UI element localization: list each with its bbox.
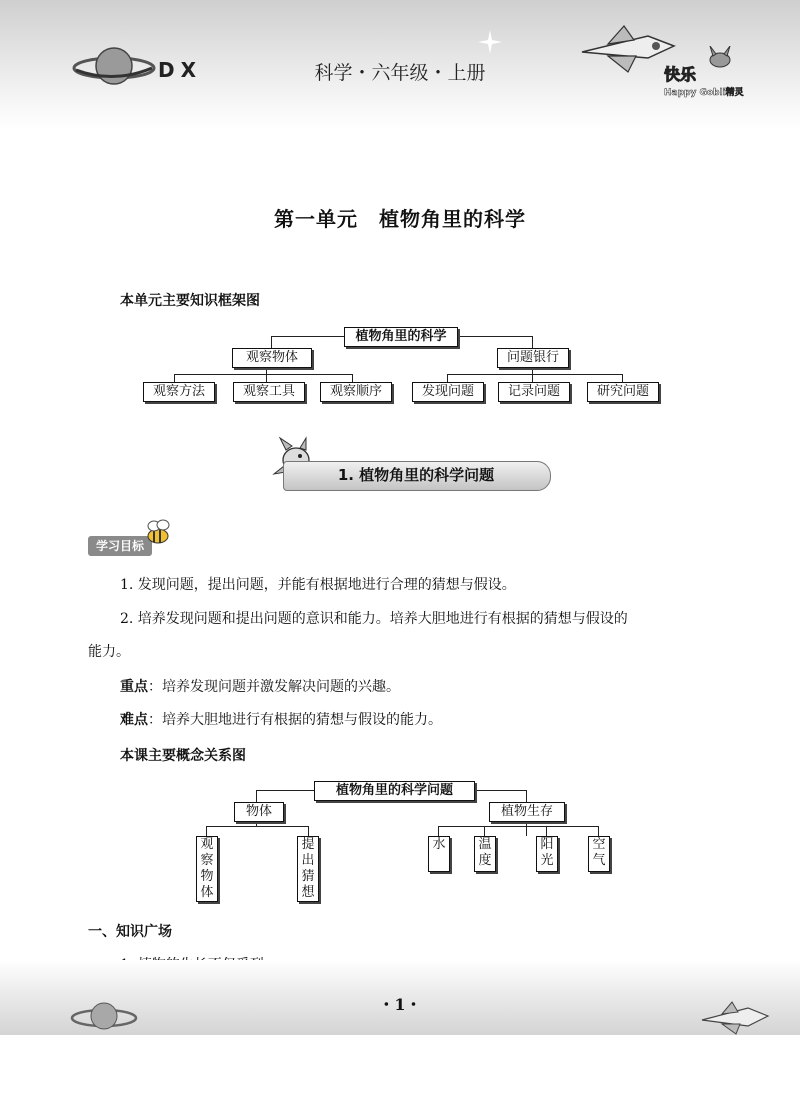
concept-label: 本课主要概念关系图 xyxy=(120,748,246,764)
concept-leaf: 观察物体 xyxy=(196,836,218,902)
key-point-text: ：培养发现问题并激发解决问题的兴趣。 xyxy=(148,679,400,695)
page-number: ・1・ xyxy=(378,995,422,1014)
framework-branch-question-bank: 问题银行 xyxy=(497,348,569,368)
concept-branch-object: 物体 xyxy=(234,802,284,822)
brand-logo-line2: Happy Gobli精灵 xyxy=(664,88,744,98)
unit-title: 第一单元 植物角里的科学 xyxy=(274,207,526,231)
framework-leaf: 观察顺序 xyxy=(320,382,392,402)
planet-icon xyxy=(72,38,162,94)
goal-2: 2. 培养发现问题和提出问题的意识和能力。培养大胆地进行有根据的猜想与假设的 xyxy=(120,611,628,627)
sparkle-icon xyxy=(478,30,502,54)
concept-leaf: 空气 xyxy=(588,836,610,872)
lesson-title: 1. 植物角里的科学问题 xyxy=(337,466,495,484)
framework-leaf: 记录问题 xyxy=(498,382,570,402)
difficulty-text: ：培养大胆地进行有根据的猜想与假设的能力。 xyxy=(148,712,442,728)
brand-logo xyxy=(664,58,744,104)
concept-leaf: 温度 xyxy=(474,836,496,872)
concept-root: 植物角里的科学问题 xyxy=(314,781,475,801)
bee-icon xyxy=(142,518,174,548)
framework-leaf: 观察方法 xyxy=(143,382,215,402)
goal-1: 1. 发现问题，提出问题，并能有根据地进行合理的猜想与假设。 xyxy=(120,577,516,593)
section-heading: 一、知识广场 xyxy=(88,924,172,940)
difficulty-label: 难点 xyxy=(120,712,148,728)
book-title: 科学・六年级・上册 xyxy=(314,62,486,84)
framework-leaf: 研究问题 xyxy=(587,382,659,402)
concept-branch-plant-survival: 植物生存 xyxy=(489,802,565,822)
concept-leaf: 阳光 xyxy=(536,836,558,872)
difficulty xyxy=(120,710,442,730)
key-point xyxy=(120,677,400,697)
key-point-label: 重点 xyxy=(120,679,148,695)
space-shuttle-icon xyxy=(578,22,678,78)
learning-goals-tag: 学习目标 xyxy=(88,536,152,556)
concept-leaf: 水 xyxy=(428,836,450,872)
brand-logo-line1: 快乐 xyxy=(664,65,697,84)
framework-leaf: 观察工具 xyxy=(233,382,305,402)
framework-branch-observe: 观察物体 xyxy=(232,348,312,368)
framework-root: 植物角里的科学 xyxy=(344,327,458,347)
header-code: DX xyxy=(158,58,203,82)
framework-label: 本单元主要知识框架图 xyxy=(120,293,260,309)
goal-2-continued: 能力。 xyxy=(88,644,130,660)
concept-leaf: 提出猜想 xyxy=(297,836,319,902)
framework-leaf: 发现问题 xyxy=(412,382,484,402)
